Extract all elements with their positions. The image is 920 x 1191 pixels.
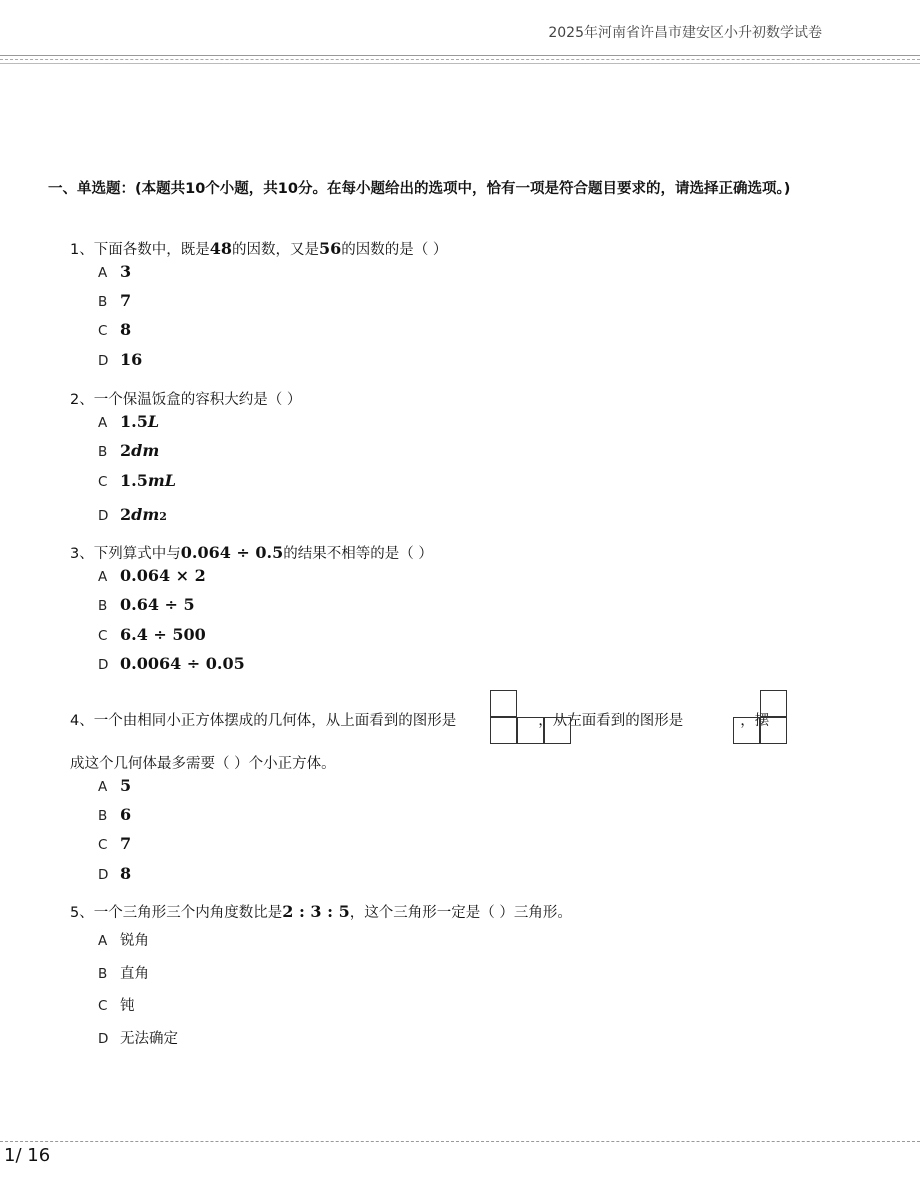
page-header-title: 2025年河南省许昌市建安区小升初数学试卷 [548,25,822,41]
option-1d[interactable]: D 16 [98,350,143,369]
option-4b[interactable]: B 6 [98,805,132,824]
option-3b[interactable]: B 0.64 ÷ 5 [98,595,195,614]
option-1b[interactable]: B 7 [98,291,132,310]
question-4: 4、一个由相同小正方体摆成的几何体，从上面看到的图形是 ，从左面看到的图形是 ，摆 [70,713,770,729]
top-view-figure [490,690,572,746]
question-3: 3、下列算式中与0.064 ÷ 0.5的结果不相等的是（ ） [70,543,433,562]
option-3a[interactable]: A 0.064 × 2 [98,566,206,585]
option-2d[interactable]: D 2 dm 2 [98,505,167,524]
option-5c[interactable]: C 钝 [98,998,135,1014]
question-1: 1、下面各数中，既是48的因数，又是56的因数的是（ ） [70,239,448,258]
option-2b[interactable]: B 2 dm [98,441,160,460]
section-title: 一、单选题：(本题共10个小题，共10分。在每小题给出的选项中，恰有一项是符合题目要求的，请选择正确选项。) [48,181,791,197]
option-2c[interactable]: C 1.5 mL [98,471,177,490]
option-4c[interactable]: C 7 [98,834,132,853]
page-number: 1/ 16 [4,1145,51,1166]
option-1a[interactable]: A 3 [98,262,132,281]
option-4a[interactable]: A 5 [98,776,132,795]
option-1c[interactable]: C 8 [98,320,132,339]
option-3c[interactable]: C 6.4 ÷ 500 [98,625,206,644]
question-4-continued: 成这个几何体最多需要（ ）个小正方体。 [70,756,336,772]
option-5b[interactable]: B 直角 [98,966,149,982]
option-5a[interactable]: A 锐角 [98,933,149,949]
option-3d[interactable]: D 0.0064 ÷ 0.05 [98,654,245,673]
left-view-figure [733,690,789,746]
question-5: 5、一个三角形三个内角度数比是2 : 3 : 5，这个三角形一定是（ ）三角形。 [70,902,572,921]
header-rule [0,55,920,56]
header-rule [0,59,920,60]
header-rule [0,63,920,64]
option-4d[interactable]: D 8 [98,864,132,883]
option-5d[interactable]: D 无法确定 [98,1031,178,1047]
footer-rule [0,1141,920,1142]
question-2: 2、一个保温饭盒的容积大约是（ ） [70,392,302,408]
option-2a[interactable]: A 1.5 L [98,412,160,431]
